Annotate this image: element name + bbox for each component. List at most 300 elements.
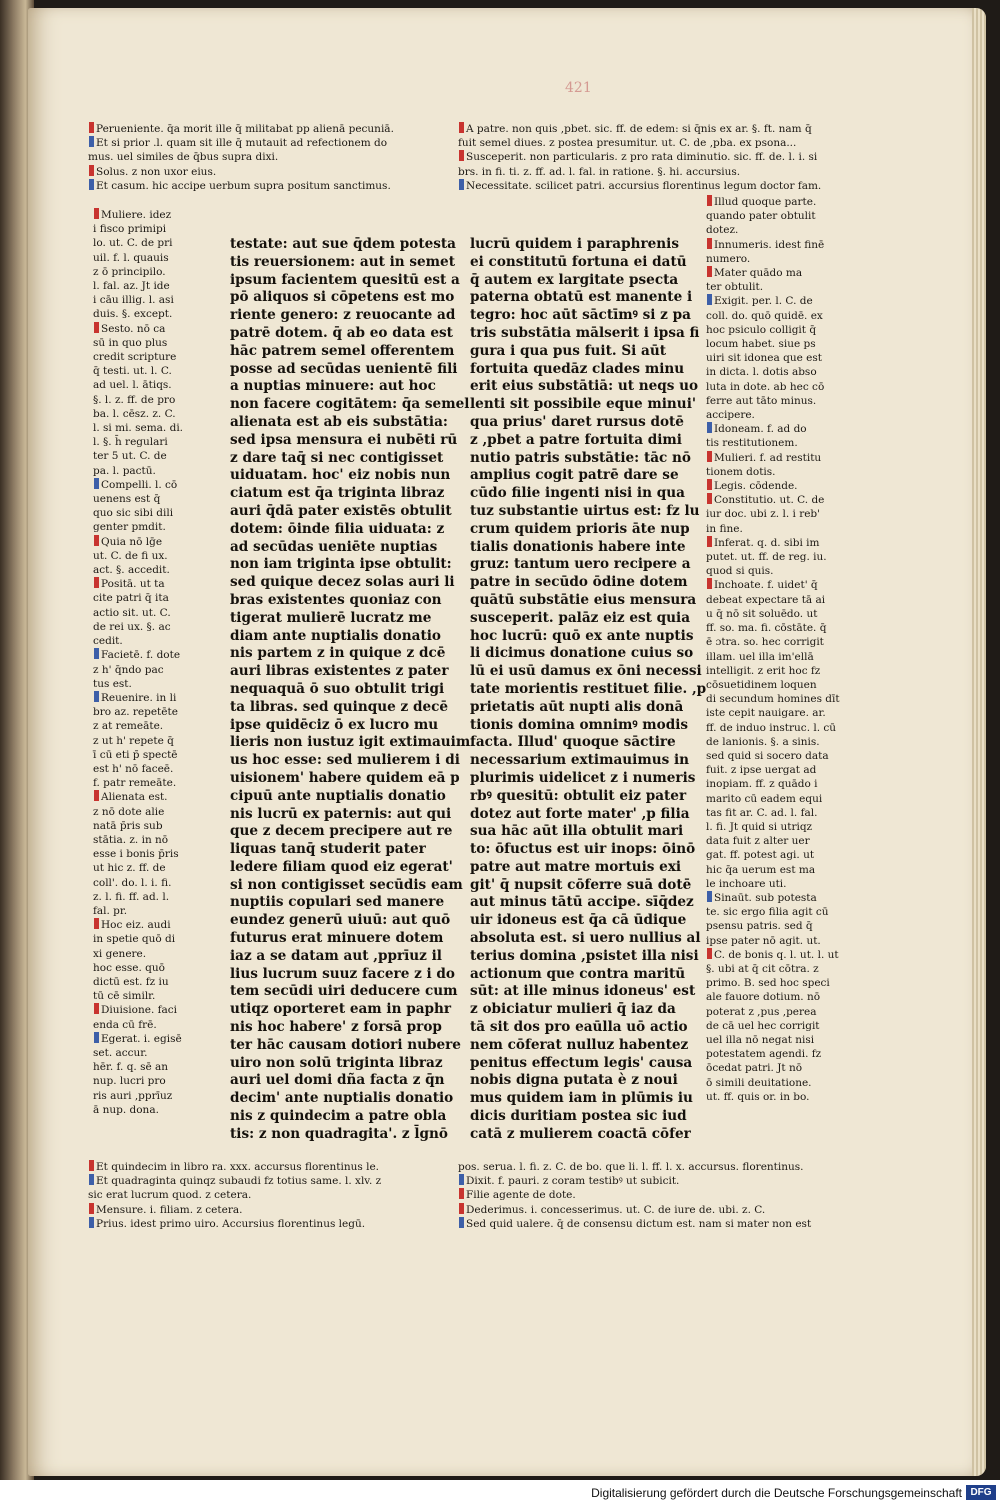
line-text: uiduatam. hoc' eiz nobis nun <box>230 467 451 484</box>
line-text: Susceperit. non particularis. z pro rata diminutio. sic. ff. de. l. i. si <box>466 151 818 164</box>
right-gloss-line <box>706 479 840 493</box>
line-text: accipere. <box>706 409 755 422</box>
line-text: paterna obtatū est manente i <box>470 289 693 306</box>
line-text: ciatum est q̄a triginta libraz <box>230 485 445 502</box>
line-text: Sinaūt. sub potesta <box>714 891 817 904</box>
line-text: uisionem' habere quidem eā p <box>230 769 460 786</box>
bottom-right-gloss-line <box>458 1188 811 1202</box>
line-text: patre aut matre mortuis exi <box>470 858 682 875</box>
line-text: Mulieri. f. ad restitu <box>714 451 822 464</box>
line-text: ipse pater nō agit. ut. <box>706 934 821 947</box>
line-text: potestatem agendi. fz <box>706 1048 822 1061</box>
rubric-mark <box>707 891 712 902</box>
line-text: Constitutio. ut. C. de <box>714 494 825 507</box>
line-text: nem cōferat nulluz habentez <box>470 1036 689 1053</box>
line-text: §. ubi at q̄ cit cōtra. z <box>706 962 819 975</box>
bottom-right-gloss-line <box>458 1203 811 1217</box>
bottom-left-gloss-line <box>88 1160 381 1174</box>
left-gloss-line <box>93 748 183 762</box>
line-text: est h' nō faceē. <box>93 762 174 775</box>
main-col1-line <box>230 1090 470 1108</box>
line-text: necessarium extimauimus in <box>470 752 690 769</box>
line-text: Et quindecim in libro ra. xxx. accursus florentinus le. <box>96 1161 380 1173</box>
right-gloss-line <box>706 678 840 692</box>
right-gloss-line <box>706 238 840 252</box>
line-text: numero. <box>706 252 751 265</box>
line-text: sed ipsa mensura ei nubēti rū <box>230 431 458 448</box>
line-text: set. accur. <box>93 1046 148 1059</box>
right-gloss-line <box>706 564 840 578</box>
left-gloss-line <box>93 492 183 506</box>
line-text: uir idoneus est q̄a cā ūdique <box>470 912 687 929</box>
gloss-top-right <box>458 122 821 193</box>
line-text: auri uel domi dña facta z q̄n <box>230 1072 445 1089</box>
line-text: aut minus tātū accipe. sīq̄dez <box>470 894 694 911</box>
main-col2-line <box>470 663 706 681</box>
rubric-mark <box>94 1003 99 1014</box>
main-col2-line <box>470 894 706 912</box>
main-text-column-1 <box>230 236 470 1144</box>
main-col2-line <box>470 681 706 699</box>
left-gloss-line <box>93 251 183 265</box>
left-gloss-line <box>93 535 183 549</box>
main-col2-line <box>470 877 706 895</box>
main-col2-line <box>470 592 706 610</box>
gloss-bottom-left <box>88 1160 381 1231</box>
line-text: hoc lucrū: quō ex ante nuptis <box>470 627 694 644</box>
right-gloss-line <box>706 451 840 465</box>
line-text: quātū substātie eius mensura <box>470 591 697 608</box>
line-text: fuit semel diues. z postea presumitur. ut. C. de ,pba. ex psona... <box>458 137 797 150</box>
right-gloss-line <box>706 1033 840 1047</box>
left-gloss-line <box>93 520 183 534</box>
right-gloss-line <box>706 763 840 777</box>
line-text: lo. ut. C. de pri <box>93 237 173 250</box>
top-right-gloss-line <box>458 122 821 136</box>
main-col2-line <box>470 414 706 432</box>
top-right-gloss-line <box>458 150 821 164</box>
left-gloss-line <box>93 876 183 890</box>
line-text: nutio patris substātie: tāc nō <box>470 449 691 466</box>
line-text: diam ante nuptialis donatio <box>230 627 441 644</box>
main-col1-line <box>230 450 470 468</box>
left-gloss-line <box>93 350 183 364</box>
line-text: u q̄ nō sit soluēdo. ut <box>706 607 818 620</box>
left-gloss-line <box>93 606 183 620</box>
main-col2-line <box>470 1108 706 1126</box>
main-col1-line <box>230 806 470 824</box>
main-col1-line <box>230 859 470 877</box>
top-left-gloss-line <box>88 136 394 150</box>
main-col1-line <box>230 717 470 735</box>
dfg-logo: DFG <box>966 1485 996 1500</box>
main-col1-line <box>230 236 470 254</box>
line-text: Alienata est. <box>101 791 168 804</box>
right-gloss-line <box>706 735 840 749</box>
top-right-gloss-line <box>458 179 821 193</box>
rubric-mark <box>707 238 712 249</box>
line-text: patre in secūdo ōdine dotem <box>470 574 688 591</box>
rubric-mark <box>89 1174 94 1185</box>
main-col1-line <box>230 699 470 717</box>
right-gloss-line <box>706 905 840 919</box>
line-text: f. patr remeāte. <box>93 777 177 790</box>
right-gloss-line <box>706 692 840 706</box>
line-text: ter hāc causam dotiori nubere <box>230 1036 461 1053</box>
line-text: ledere filiam quod eiz egerat' <box>230 858 453 875</box>
line-text: ferre aut tāto minus. <box>706 394 817 407</box>
line-text: susceperit. palāz eiz est quia <box>470 609 691 626</box>
left-gloss-line <box>93 776 183 790</box>
line-text: to: ōfuctus est uir inops: ōinō <box>470 841 696 858</box>
main-col2-line <box>470 503 706 521</box>
line-text: nequaquā ō suo obtulit trigi <box>230 680 445 697</box>
right-gloss-line <box>706 209 840 223</box>
main-col2-line <box>470 930 706 948</box>
right-gloss-line <box>706 380 840 394</box>
right-gloss-line <box>706 1090 840 1104</box>
main-col1-line <box>230 610 470 628</box>
top-right-gloss-line <box>458 165 821 179</box>
line-text: amplius cogit patrē dare se <box>470 467 679 484</box>
main-col2-line <box>470 556 706 574</box>
main-col2-line <box>470 788 706 806</box>
right-gloss-line <box>706 323 840 337</box>
line-text: ad secūdas ueniēte nuptias <box>230 538 438 555</box>
main-col2-line <box>470 717 706 735</box>
main-col1-line <box>230 877 470 895</box>
left-gloss-line <box>93 762 183 776</box>
line-text: crum quidem prioris āte nup <box>470 520 690 537</box>
line-text: non facere cogitātem: q̄a semel <box>230 396 470 413</box>
left-gloss-line <box>93 805 183 819</box>
rubric-mark <box>459 1203 464 1214</box>
line-text: xi genere. <box>93 947 147 960</box>
line-text: uel illa nō negat nisi <box>706 1033 815 1046</box>
line-text: nis lucrū ex paternis: aut qui <box>230 805 452 822</box>
left-gloss-line <box>93 975 183 989</box>
rubric-mark <box>707 195 712 206</box>
line-text: z obiciatur mulieri q̄ iaz da <box>470 1001 676 1018</box>
line-text: prietatis aūt nupti alis donā <box>470 698 684 715</box>
line-text: actio sit. ut. C. <box>93 606 171 619</box>
left-gloss-line <box>93 1032 183 1046</box>
line-text: Dederimus. i. concesserimus. ut. C. de iure de. ubi. z. C. <box>466 1203 766 1216</box>
line-text: di secundum homines dīt <box>706 693 840 706</box>
main-col2-line <box>470 841 706 859</box>
rubric-mark <box>89 179 94 190</box>
left-gloss-line <box>93 1018 183 1032</box>
right-gloss-line <box>706 948 840 962</box>
main-col1-line <box>230 1108 470 1126</box>
left-gloss-line <box>93 932 183 946</box>
line-text: Sed quid ualere. q̄ de consensu dictum est. nam si mater non est <box>466 1217 812 1230</box>
left-gloss-line <box>93 393 183 407</box>
rubric-mark <box>707 536 712 547</box>
main-col1-line <box>230 894 470 912</box>
line-text: hoc esse. quō <box>93 961 165 974</box>
line-text: z ,pbet a patre fortuita dimi <box>470 431 682 448</box>
line-text: poterat z ,pus ,perea <box>706 1005 817 1018</box>
rubric-mark <box>459 1188 464 1199</box>
main-col2-line <box>470 432 706 450</box>
main-col1-line <box>230 645 470 663</box>
main-col2-line <box>470 1090 706 1108</box>
rubric-mark <box>707 451 712 462</box>
bottom-right-gloss-line <box>458 1217 811 1231</box>
line-text: bras existentes quoniaz con <box>230 591 442 608</box>
line-text: Muliere. idez <box>101 209 172 221</box>
left-gloss-line <box>93 591 183 605</box>
rubric-mark <box>94 790 99 801</box>
left-gloss-line <box>93 279 183 293</box>
line-text: z dare taq̄ si nec contigisset <box>230 449 444 466</box>
line-text: sūt: at ille minus idoneus' est <box>470 983 696 1000</box>
line-text: pos. serua. l. fi. z. C. de bo. que li. l. ff. l. x. accursus. florentinus. <box>458 1161 804 1173</box>
line-text: non iam triginta ipse obtulit: <box>230 556 452 573</box>
line-text: locum habet. siue ps <box>706 338 816 351</box>
line-text: Et casum. hic accipe uerbum supra positum sanctimus. <box>96 179 391 192</box>
rubric-mark <box>707 948 712 959</box>
line-text: que z decem precipere aut re <box>230 823 453 840</box>
line-text: erit eius substātiā: ut neqs uo <box>470 378 699 395</box>
line-text: hāc patrem semel offerentem <box>230 342 455 359</box>
line-text: Positā. ut ta <box>101 578 165 591</box>
line-text: data fuit z alter uer <box>706 835 810 848</box>
right-gloss-line <box>706 806 840 820</box>
left-gloss-line <box>93 1003 183 1017</box>
main-col2-line <box>470 610 706 628</box>
right-gloss-line <box>706 550 840 564</box>
main-col2-line <box>470 1019 706 1037</box>
top-left-gloss-line <box>88 122 394 136</box>
main-col2-line <box>470 645 706 663</box>
right-gloss-line <box>706 721 840 735</box>
right-gloss-line <box>706 621 840 635</box>
rubric-mark <box>89 165 94 176</box>
line-text: nis partem z in quique z dcē <box>230 645 446 662</box>
line-text: in dicta. l. dotis abso <box>706 366 817 379</box>
line-text: hēr. f. q. sē an <box>93 1061 169 1074</box>
main-col2-line <box>470 1055 706 1073</box>
line-text: eundez generū uiuū: aut quō <box>230 912 451 929</box>
rubric-mark <box>707 479 712 490</box>
line-text: Facietē. f. dote <box>101 649 181 662</box>
line-text: qua prius' daret rursus dotē <box>470 413 684 430</box>
line-text: brs. in fi. ti. z. ff. ad. l. fal. in ratione. §. hi. accursius. <box>458 165 741 178</box>
left-gloss-line <box>93 1046 183 1060</box>
line-text: l. fi. Jt quid si utriqz <box>706 820 813 833</box>
line-text: catā z mulierem coactā cōfer <box>470 1125 691 1142</box>
main-col1-line <box>230 734 470 752</box>
line-text: cipuū ante nuptialis donatio <box>230 787 446 804</box>
rubric-mark <box>459 1217 464 1228</box>
main-col2-line <box>470 289 706 307</box>
main-col1-line <box>230 1072 470 1090</box>
main-col1-line <box>230 983 470 1001</box>
left-gloss-line <box>93 734 183 748</box>
main-col2-line <box>470 1001 706 1019</box>
main-col1-line <box>230 272 470 290</box>
right-gloss-line <box>706 848 840 862</box>
line-text: auri q̄dā pater existēs obtulit <box>230 502 452 519</box>
line-text: coll. do. quō quidē. ex <box>706 309 823 322</box>
line-text: tū cē similr. <box>93 990 156 1003</box>
line-text: Mater quādo ma <box>714 267 803 280</box>
line-text: lieris non iustuz igit extimauim <box>230 734 471 751</box>
line-text: §. l. z. ff. de pro <box>93 393 176 406</box>
top-right-gloss-line <box>458 136 821 150</box>
line-text: ter 5 ut. C. de <box>93 450 167 463</box>
rubric-mark <box>707 266 712 277</box>
line-text: penitus effectum legis' causa <box>470 1054 693 1071</box>
line-text: nis z quindecim a patre obla <box>230 1108 447 1125</box>
right-gloss-line <box>706 664 840 678</box>
line-text: Et quadraginta quinqz subaudi fz totius same. l. xlv. z <box>96 1175 382 1188</box>
line-text: futurus erat minuere dotem <box>230 930 444 947</box>
rubric-mark <box>94 648 99 659</box>
left-gloss-line <box>93 549 183 563</box>
line-text: alienata est ab eis substātia: <box>230 413 448 430</box>
line-text: rbꝰ quesitū: obtulit eiz pater <box>470 787 687 804</box>
line-text: fuit. z ipse uergat ad <box>706 764 817 777</box>
line-text: i fisco primipi <box>93 223 167 236</box>
line-text: hic q̄a uerum est ma <box>706 863 816 876</box>
left-gloss-line <box>93 989 183 1003</box>
line-text: psensu patris. sed q̄ <box>706 920 813 933</box>
right-gloss-line <box>706 394 840 408</box>
main-col1-line <box>230 1001 470 1019</box>
line-text: i cāu illig. l. asi <box>93 294 174 307</box>
line-text: z. l. fi. ff. ad. l. <box>93 890 170 903</box>
left-gloss-line <box>93 506 183 520</box>
line-text: sic erat lucrum quod. z cetera. <box>88 1189 252 1202</box>
main-col1-line <box>230 396 470 414</box>
rubric-mark <box>707 493 712 504</box>
line-text: tris substātia mālserit i ipsa fi <box>470 324 700 341</box>
folio-number: 421 <box>565 80 592 96</box>
line-text: Legis. cōdende. <box>714 480 798 493</box>
main-col2-line <box>470 254 706 272</box>
line-text: dicis duritiam postea sic iud <box>470 1108 687 1125</box>
line-text: ris auri ,pprīuz <box>93 1089 173 1102</box>
main-col2-line <box>470 734 706 752</box>
line-text: ut. C. de fi ux. <box>93 549 168 562</box>
main-col2-line <box>470 699 706 717</box>
right-gloss-line <box>706 252 840 266</box>
line-text: de lanionis. §. a sinis. <box>706 735 820 748</box>
left-gloss-line <box>93 1060 183 1074</box>
main-col1-line <box>230 556 470 574</box>
main-col1-line <box>230 432 470 450</box>
gloss-top-left <box>88 122 394 193</box>
right-gloss-line <box>706 294 840 308</box>
line-text: ipse quidēciz ō ex lucro mu <box>230 716 439 733</box>
line-text: iaz a se datam aut ,pprīuz il <box>230 947 442 964</box>
line-text: gura i qua pus fuit. Si aūt <box>470 342 667 359</box>
main-col2-line <box>470 752 706 770</box>
right-gloss-line <box>706 493 840 507</box>
line-text: fal. pr. <box>93 904 128 917</box>
main-col2-line <box>470 539 706 557</box>
main-col1-line <box>230 930 470 948</box>
left-gloss-line <box>93 677 183 691</box>
line-text: iste cepit nauigare. ar. <box>706 707 826 720</box>
main-col1-line <box>230 912 470 930</box>
line-text: tate morientis restituet filie. ,p <box>470 680 707 697</box>
line-text: ff. de induo instruc. l. cū <box>706 721 837 734</box>
right-gloss-line <box>706 280 840 294</box>
rubric-mark <box>94 478 99 489</box>
line-text: riente genero: z reuocante ad <box>230 307 456 324</box>
rubric-mark <box>89 1217 94 1228</box>
main-col2-line <box>470 806 706 824</box>
line-text: Et si prior .l. quam sit ille q̄ mutauit ad refectionem do <box>96 137 388 150</box>
line-text: patrē dotem. q̄ ab eo data est <box>230 324 453 341</box>
line-text: uenens est q̄ <box>93 493 161 506</box>
line-text: inopiam. ff. z quādo i <box>706 778 818 791</box>
gloss-left-column <box>93 208 183 1117</box>
line-text: us hoc esse: sed mulierem i di <box>230 752 460 769</box>
right-gloss-line <box>706 976 840 990</box>
main-col2-line <box>470 236 706 254</box>
right-gloss-line <box>706 1005 840 1019</box>
line-text: Inchoate. f. uidet' q̄ <box>714 579 818 592</box>
line-text: cūdo filie ingenti nisi in qua <box>470 485 685 502</box>
left-gloss-line <box>93 222 183 236</box>
line-text: Hoc eiz. audi <box>101 919 171 932</box>
line-text: sua hāc aūt illa obtulit mari <box>470 823 684 840</box>
rubric-mark <box>459 179 464 190</box>
line-text: Filie agente de dote. <box>466 1189 576 1202</box>
main-col1-line <box>230 1037 470 1055</box>
main-col1-line <box>230 1019 470 1037</box>
line-text: Idoneam. f. ad do <box>714 423 807 436</box>
main-col1-line <box>230 254 470 272</box>
main-col2-line <box>470 966 706 984</box>
line-text: C. de bonis q. l. ut. l. ut <box>714 948 839 961</box>
left-gloss-line <box>93 208 183 222</box>
right-gloss-line <box>706 522 840 536</box>
line-text: li dicimus donatione cuius so <box>470 645 694 662</box>
left-gloss-line <box>93 861 183 875</box>
left-gloss-line <box>93 449 183 463</box>
main-col1-line <box>230 414 470 432</box>
left-gloss-line <box>93 293 183 307</box>
left-gloss-line <box>93 577 183 591</box>
line-text: Illud quoque parte. <box>714 196 817 208</box>
right-gloss-line <box>706 536 840 550</box>
main-col2-line <box>470 396 706 414</box>
line-text: plurimis uidelicet z i numeris <box>470 769 696 786</box>
right-gloss-line <box>706 607 840 621</box>
line-text: z nō dote alie <box>93 805 165 818</box>
main-col2-line <box>470 859 706 877</box>
main-col1-line <box>230 467 470 485</box>
line-text: terius domina ,psistet illa nisi <box>470 947 699 964</box>
main-col1-line <box>230 485 470 503</box>
line-text: tis reuersionem: aut in semet <box>230 253 455 270</box>
gloss-bottom-right <box>458 1160 811 1231</box>
line-text: Innumeris. idest finē <box>714 238 825 251</box>
rubric-mark <box>89 136 94 147</box>
line-text: A patre. non quis ,pbet. sic. ff. de edem: si q̄nis ex ar. §. ft. nam q̄ <box>466 123 812 135</box>
rubric-mark <box>459 122 464 133</box>
line-text: primo. B. sed hoc speci <box>706 977 830 990</box>
line-text: act. §. accedit. <box>93 564 170 577</box>
main-col1-line <box>230 841 470 859</box>
left-gloss-line <box>93 648 183 662</box>
